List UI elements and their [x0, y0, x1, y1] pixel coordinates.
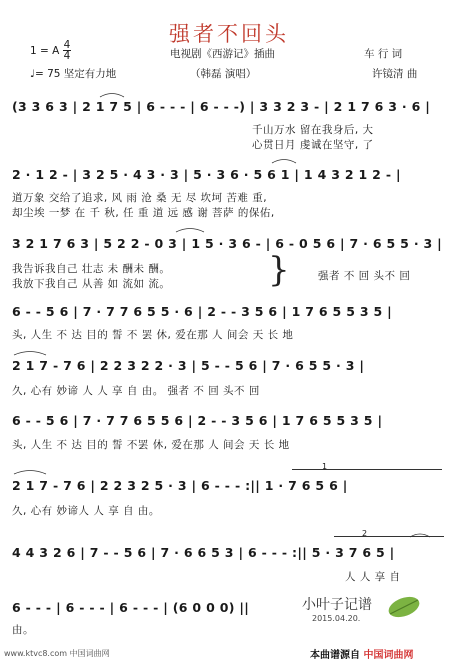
score-line-4: 6 - - 5 6 | 7 · 7 7 6 5 5 · 6 | 2 - - 3 5 6 | 1 7 6 5 5 3 5 | [12, 304, 393, 319]
footer-website: www.ktvc8.com 中国词曲网 [4, 649, 110, 658]
score-line-5: 2 1 7 - 7 6 | 2 2 3 2 2 · 3 | 5 - - 5 6 | 7 · 6 5 5 · 3 | [12, 358, 365, 373]
tempo-marking: ♩= 75 坚定有力地 [30, 68, 117, 80]
lyric-line-7: 久, 心有 妙谛人 人 享 自 由。 [12, 505, 160, 517]
score-line-8: 4 4 3 2 6 | 7 - - 5 6 | 7 · 6 6 5 3 | 6 - - - :|| 5 · 3 7 6 5 | [12, 545, 395, 560]
leaf-icon [384, 592, 424, 622]
footer-source-prefix: 本曲谱源自 [310, 650, 360, 661]
score-line-3: 3 2 1 7 6 3 | 5 2 2 - 0 3 | 1 5 · 3 6 - | 6 - 0 5 6 | 7 · 6 5 5 · 3 | [12, 236, 443, 251]
lyric-line-1a: 千山万水 留在我身后, 大 [252, 124, 374, 136]
song-source: 电视剧《西游记》插曲 [170, 48, 275, 60]
stamp-date: 2015.04.20. [312, 614, 361, 623]
lyric-brace: } [268, 250, 290, 290]
lyric-line-1b: 心贯日月 虔诚在坚守, 了 [252, 139, 374, 151]
score-line-1: (3 3 6 3 | 2 1 7 5 | 6 - - - | 6 - - -) | 3 3 2 3 - | 2 1 7 6 3 · 6 | [12, 99, 431, 114]
lyric-line-9: 由。 [12, 624, 34, 636]
score-line-9: 6 - - - | 6 - - - | 6 - - - | (6 0 0 0) || [12, 600, 250, 615]
song-title: 强者不回头 [169, 22, 289, 46]
footer-source-site: 中国词曲网 [363, 650, 414, 661]
score-line-7: 2 1 7 - 7 6 | 2 2 3 2 5 · 3 | 6 - - - :|| 1 · 7 6 5 6 | [12, 478, 348, 493]
lyric-line-2a: 道万象 交给了追求, 风 雨 沧 桑 无 尽 坎坷 苦难 重, [12, 192, 268, 204]
lyric-line-6: 头, 人生 不 达 目的 誓 不罢 休, 爱在那 人 间会 天 长 地 [12, 439, 290, 451]
time-sig-bottom: 4 [63, 50, 71, 62]
volta-2-label: 2 [362, 529, 368, 538]
key-label: 1 = A [30, 45, 60, 57]
lyricist: 车 行 词 [364, 48, 403, 60]
score-line-6: 6 - - 5 6 | 7 · 7 7 6 5 5 6 | 2 - - 3 5 6 | 1 7 6 5 5 3 5 | [12, 413, 383, 428]
lyric-line-5: 久, 心有 妙谛 人 人 享 自 由。 强者 不 回 头不 回 [12, 385, 260, 397]
lyric-line-3a: 我告诉我自己 壮志 未 酬未 酬。 [12, 263, 171, 275]
volta-1-label: 1 [322, 462, 328, 471]
lyric-line-8: 人 人 享 自 [345, 571, 401, 583]
lyric-line-3b: 我放下我自己 从善 如 流如 流。 [12, 278, 171, 290]
score-line-2: 2 · 1 2 - | 3 2 5 · 4 3 · 3 | 5 · 3 6 · 5 6 1 | 1 4 3 2 1 2 - | [12, 167, 401, 182]
footer-source [310, 646, 413, 661]
time-sig-top: 4 [63, 39, 71, 51]
transcriber-stamp: 小叶子记谱 [302, 597, 372, 613]
lyric-line-2b: 却尘埃 一梦 在 千 秋, 任 重 道 远 感 谢 菩萨 的保佑, [12, 207, 275, 219]
lyric-line-4: 头, 人生 不 达 目的 誓 不 罢 休, 爱在那 人 间会 天 长 地 [12, 329, 294, 341]
lyric-line-3-side: 强者 不 回 头不 回 [318, 270, 411, 282]
singer: （韩磊 演唱） [190, 68, 257, 80]
composer: 许镜清 曲 [372, 68, 418, 80]
